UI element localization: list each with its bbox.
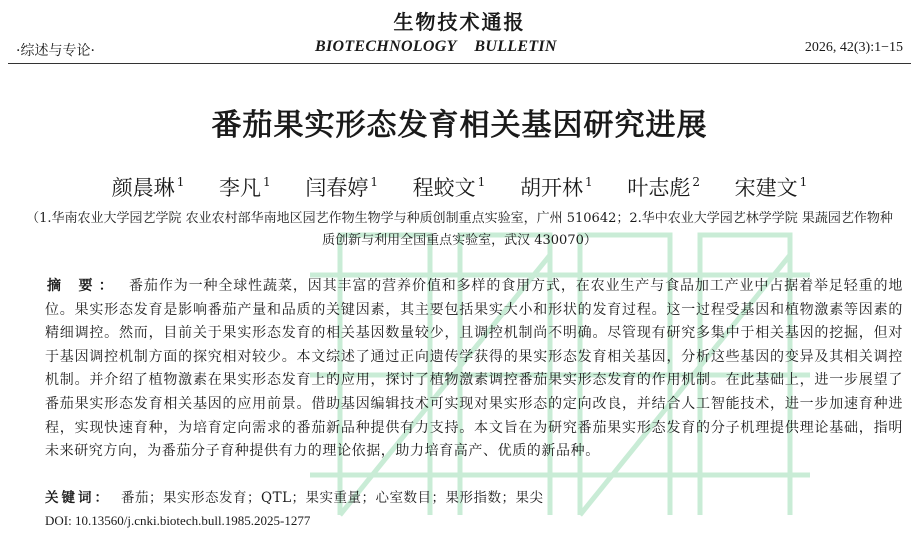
author: 宋建文 $^1$ (734, 175, 808, 200)
author: 胡开林 $^1$ (520, 175, 593, 200)
issue-info: 2026, 42(3):1−15 (804, 40, 903, 55)
affiliations: （1.华南农业大学园艺学院 农业农村部华南地区园艺作物生物学与种质创制重点实验室，广州 510642；2.华中农业大学园艺林学学院 果蔬园艺作物种质创新与利用全国重点实验室，武汉 430070） (26, 211, 893, 248)
author: 程蛟文 $^1$ (412, 175, 486, 200)
journal-name-en: BIOTECHNOLOGY BULLETIN (315, 38, 557, 55)
author: 闫春婷 $^1$ (305, 175, 378, 200)
paper-title: 番茄果实形态发育相关基因研究进展 (211, 108, 708, 143)
abstract-label: 摘 要： (47, 278, 120, 294)
keywords (45, 486, 544, 506)
section-tag: ·综述与专论· (16, 43, 95, 59)
keywords-text: 番茄；果实形态发育；QTL；果实重量；心室数目；果形指数；果尖 (121, 490, 544, 506)
author-list (0, 172, 919, 202)
keywords-label: 关键词： (45, 490, 111, 506)
abstract (45, 275, 903, 464)
abstract-text: 番茄作为一种全球性蔬菜，因其丰富的营养价值和多样的食用方式，在农业生产与食品加工产业中占据着举足轻重的地位。果实形态发育是影响番茄产量和品质的关键因素，其主要包括果实大小和形状的发育过程。这一过程受基因和植物激素等因素的精细调控。然而，目前关于果实形态发育的相关基因数量较少，且调控机制尚不明确。尽管现有研究多集中于相关基因的挖掘，但对于基因调控机制方面的探究相对较少。本文综述了通过正向遗传学获得的果实形态发育相关基因，分析这些基因的变异及其相关调控机制。并介绍了植物激素在果实形态发育上的应用，探讨了植物激素调控番茄果实形态发育的作用机制。在此基础上，进一步展望了番茄果实形态发育相关基因的应用前景。借助基因编辑技术可实现对果实形态的定向改良，并结合人工智能技术，进一步加速育种进程，实现快速育种，为培育定向需求的番茄新品种提供有力支持。本文旨在为研究番茄果实形态发育的分子机理提供理论基础，指明未来研究方向，为番茄分子育种提供有力的理论依据，助力培育高产、优质的新品种。 (45, 278, 904, 460)
doi[interactable]: DOI: 10.13560/j.cnki.biotech.bull.1985.2025-1277 (45, 513, 311, 528)
author: 颜晨琳 $^1$ (111, 175, 185, 200)
author: 李凡 $^1$ (219, 175, 271, 200)
journal-name-cn: 生物技术通报 (393, 10, 526, 34)
header-rule (8, 63, 911, 64)
author: 叶志彪 $^2$ (627, 175, 700, 200)
